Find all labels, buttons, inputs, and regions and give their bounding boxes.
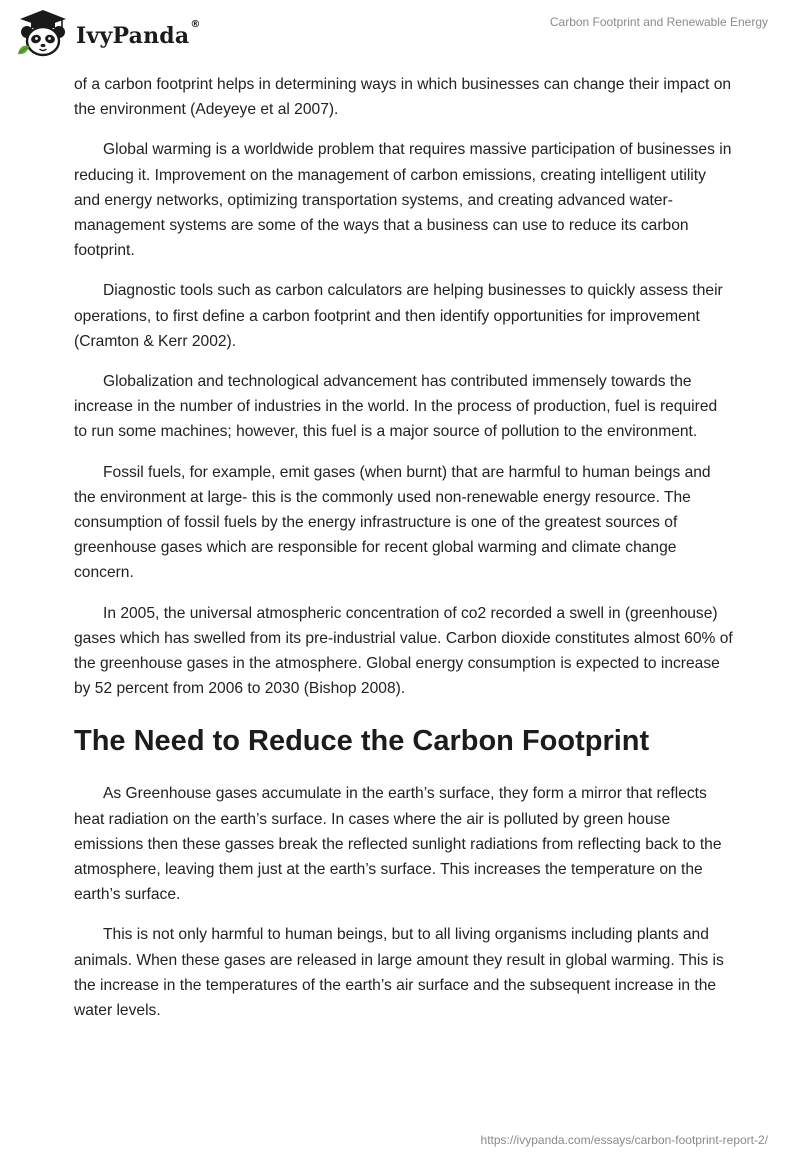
logo-registered-mark: ® — [190, 19, 201, 30]
logo-name: IvyPanda — [76, 23, 190, 49]
paragraph: of a carbon footprint helps in determining ways in which businesses can change their impact on the environment (Adeyeye et al 2007). — [74, 76, 732, 119]
paragraph: This is not only harmful to human beings, but to all living organisms including plants and animals. When these gases are released in large amount they result in global warming. This is the increase in the temperatures of the earth’s air surface and the subsequent increase in the water levels. — [74, 926, 724, 1020]
paragraph: Global warming is a worldwide problem that requires massive participation of businesses in reducing it. Improvement on the management of carbon emissions, creating intelligent utility and energy networks, optimizing transportation systems, and creating advanced water-management systems are some of the ways that a business can use to reduce its carbon footprint. — [74, 141, 732, 260]
section-heading: The Need to Reduce the Carbon Footprint — [74, 725, 650, 758]
panda-graduate-icon — [16, 8, 70, 58]
paragraph: Fossil fuels, for example, emit gases (when burnt) that are harmful to human beings and the environment at large- this is the commonly used non-renewable energy resource. The consumption of fossil fuels by the energy infrastructure is one of the greatest sources of greenhouse gases which are responsible for recent global warming and climate change concern. — [74, 463, 711, 582]
paragraph: Globalization and technological advancement has contributed immensely towards the increase in the number of industries in the world. In the process of production, fuel is required to run some machines; however, this fuel is a major source of pollution to the environment. — [74, 373, 718, 441]
essay-body — [74, 72, 734, 1038]
ivypanda-logo[interactable] — [16, 8, 201, 58]
logo-wordmark — [76, 19, 201, 49]
paragraph: As Greenhouse gases accumulate in the earth’s surface, they form a mirror that reflects heat radiation on the earth’s surface. In cases where the air is polluted by green house emissions then these gasses break the reflected sunlight radiations from reflecting back to the atmosphere, leaving them just at the earth’s surface. This increases the temperature on the earth’s surface. — [74, 785, 722, 904]
paragraph: In 2005, the universal atmospheric concentration of co2 recorded a swell in (greenhouse) gases which has swelled from its pre-industrial value. Carbon dioxide constitutes almost 60% of the greenhouse gases in the atmosphere. Global energy consumption is expected to increase by 52 percent from 2006 to 2030 (Bishop 2008). — [74, 604, 733, 698]
paragraph: Diagnostic tools such as carbon calculators are helping businesses to quickly assess their operations, to first define a carbon footprint and then identify opportunities for improvement (Cramton & Kerr 2002). — [74, 282, 723, 350]
document-title: Carbon Footprint and Renewable Energy — [549, 15, 768, 29]
source-url[interactable]: https://ivypanda.com/essays/carbon-footprint-report-2/ — [480, 1133, 768, 1147]
page-header — [0, 0, 800, 68]
